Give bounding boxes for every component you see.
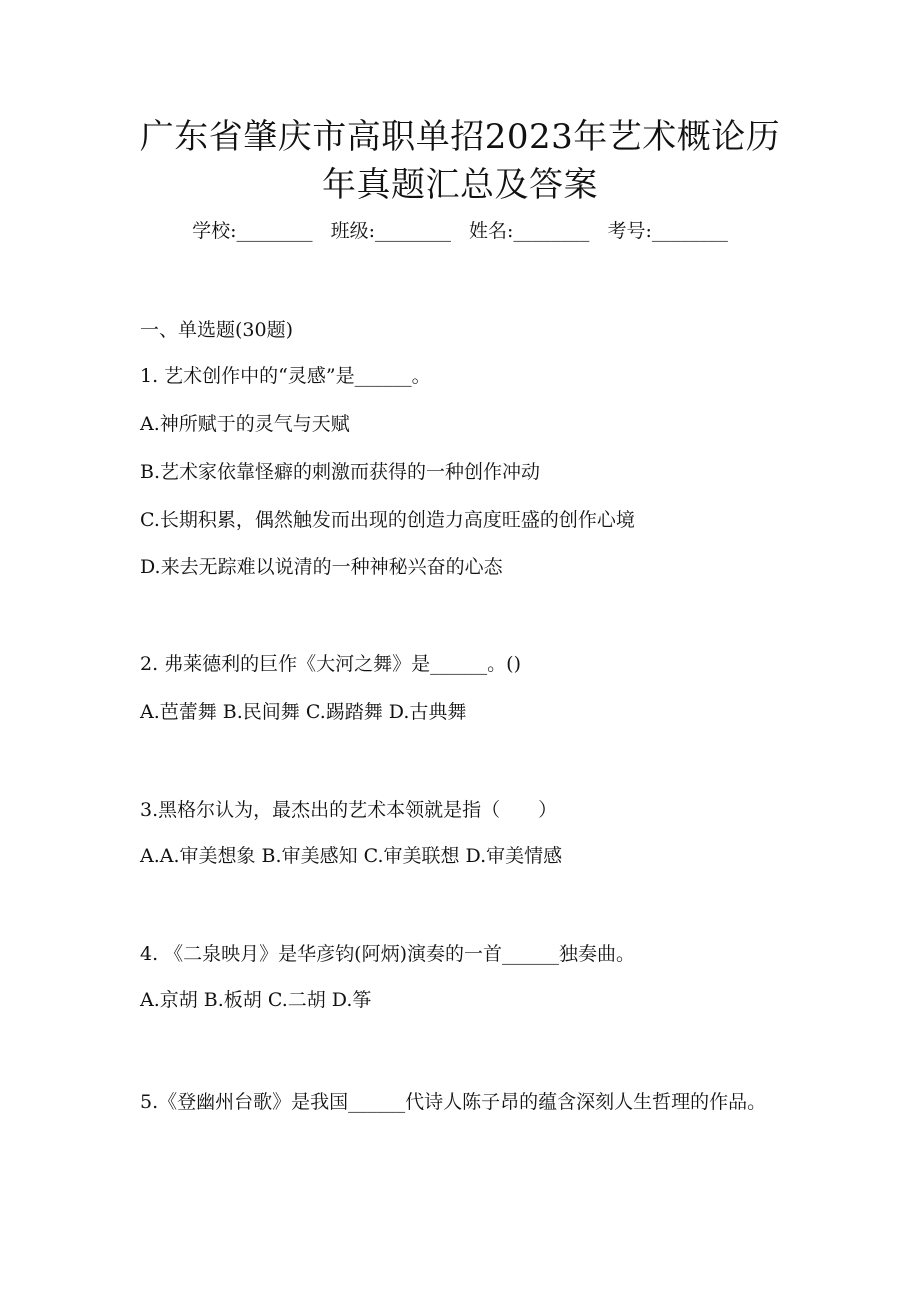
student-info-row bbox=[0, 217, 920, 245]
question-2-stem: 2. 弗莱德利的巨作《大河之舞》是______。() bbox=[140, 653, 521, 675]
section-heading: 一、单选题(30题) bbox=[140, 319, 294, 341]
question-4-options: A.京胡 B.板胡 C.二胡 D.筝 bbox=[140, 989, 372, 1011]
class-field: 班级:________ bbox=[330, 220, 451, 242]
document-title-line-2: 年真题汇总及答案 bbox=[322, 165, 598, 205]
question-3-options: A.A.审美想象 B.审美感知 C.审美联想 D.审美情感 bbox=[140, 845, 563, 867]
question-1-option-c: C.长期积累，偶然触发而出现的创造力高度旺盛的创作心境 bbox=[140, 509, 635, 531]
document-title-line-1: 广东省肇庆市高职单招2023年艺术概论历 bbox=[139, 117, 781, 157]
question-1-option-d: D.来去无踪难以说清的一种神秘兴奋的心态 bbox=[140, 556, 503, 578]
question-3-stem: 3.黑格尔认为，最杰出的艺术本领就是指（ ） bbox=[140, 799, 558, 821]
school-field: 学校:________ bbox=[192, 220, 313, 242]
question-5-stem: 5.《登幽州台歌》是我国______代诗人陈子昂的蕴含深刻人生哲理的作品。 bbox=[140, 1091, 767, 1113]
question-1-stem: 1. 艺术创作中的“灵感”是______。 bbox=[140, 365, 431, 387]
question-1-option-b: B.艺术家依靠怪癖的刺激而获得的一种创作冲动 bbox=[140, 461, 541, 483]
question-2-options: A.芭蕾舞 B.民间舞 C.踢踏舞 D.古典舞 bbox=[140, 701, 467, 723]
name-field: 姓名:________ bbox=[469, 220, 590, 242]
exam-number-field: 考号:________ bbox=[607, 220, 728, 242]
question-4-stem: 4. 《二泉映月》是华彦钧(阿炳)演奏的一首______独奏曲。 bbox=[140, 943, 635, 965]
question-1-option-a: A.神所赋于的灵气与天赋 bbox=[140, 413, 350, 435]
